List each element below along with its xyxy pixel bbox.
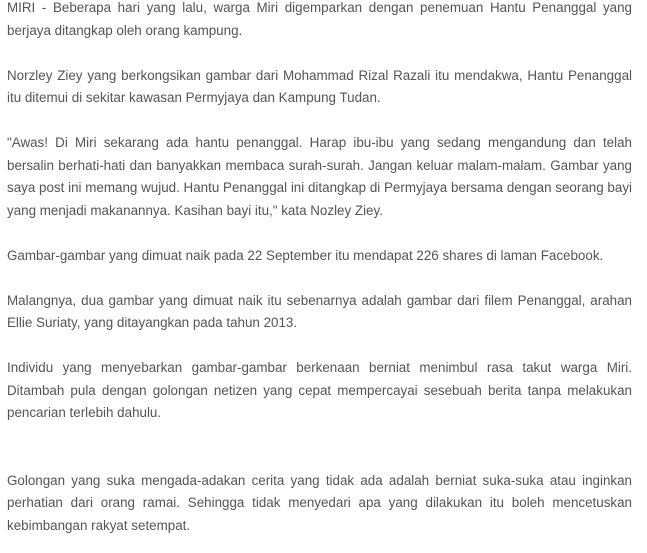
article-paragraph-shares: Gambar-gambar yang dimuat naik pada 22 September itu mendapat 226 shares di laman Facebook. — [7, 247, 604, 263]
paragraph-spacer — [7, 447, 632, 470]
article-paragraph-intro: MIRI - Beberapa hari yang lalu, warga Miri digemparkan dengan penemuan Hantu Penanggal yang berjaya ditangkap oleh orang kampung. — [7, 0, 632, 38]
article-paragraph-quote: "Awas! Di Miri sekarang ada hantu penanggal. Harap ibu-ibu yang sedang mengandung dan telah bersalin berhati-hati dan banyakkan membaca surah-surah. Jangan keluar malam-malam. Gambar yang saya post ini memang wujud. Hantu Penanggal ini ditangkap di Permyjaya bersama dengan seorang bayi yang menjadi makanannya. Kasihan bayi itu," kata Nozley Ziey. — [7, 135, 632, 218]
article-paragraph-conclusion: Golongan yang suka mengada-adakan cerita yang tidak ada adalah berniat suka-suka atau inginkan perhatian dari orang ramai. Sehingga tidak menyedari apa yang dilakukan itu boleh mencetuskan kebimbangan rakyat setempat. — [7, 472, 632, 533]
article-paragraph-individual: Individu yang menyebarkan gambar-gambar berkenaan berniat menimbul rasa takut warga Miri. Ditambah pula dengan golongan netizen yang cepat mempercayai sesebuah berita tanpa melakukan pencarian terlebih dahulu. — [7, 360, 632, 420]
article-paragraph-film: Malangnya, dua gambar yang dimuat naik itu sebenarnya adalah gambar dari filem Penanggal, arahan Ellie Suriaty, yang ditayangkan pada tahun 2013. — [7, 292, 632, 330]
article-paragraph-source: Norzley Ziey yang berkongsikan gambar dari Mohammad Rizal Razali itu mendakwa, Hantu Penanggal itu ditemui di sekitar kawasan Permyjaya dan Kampung Tudan. — [7, 67, 632, 105]
